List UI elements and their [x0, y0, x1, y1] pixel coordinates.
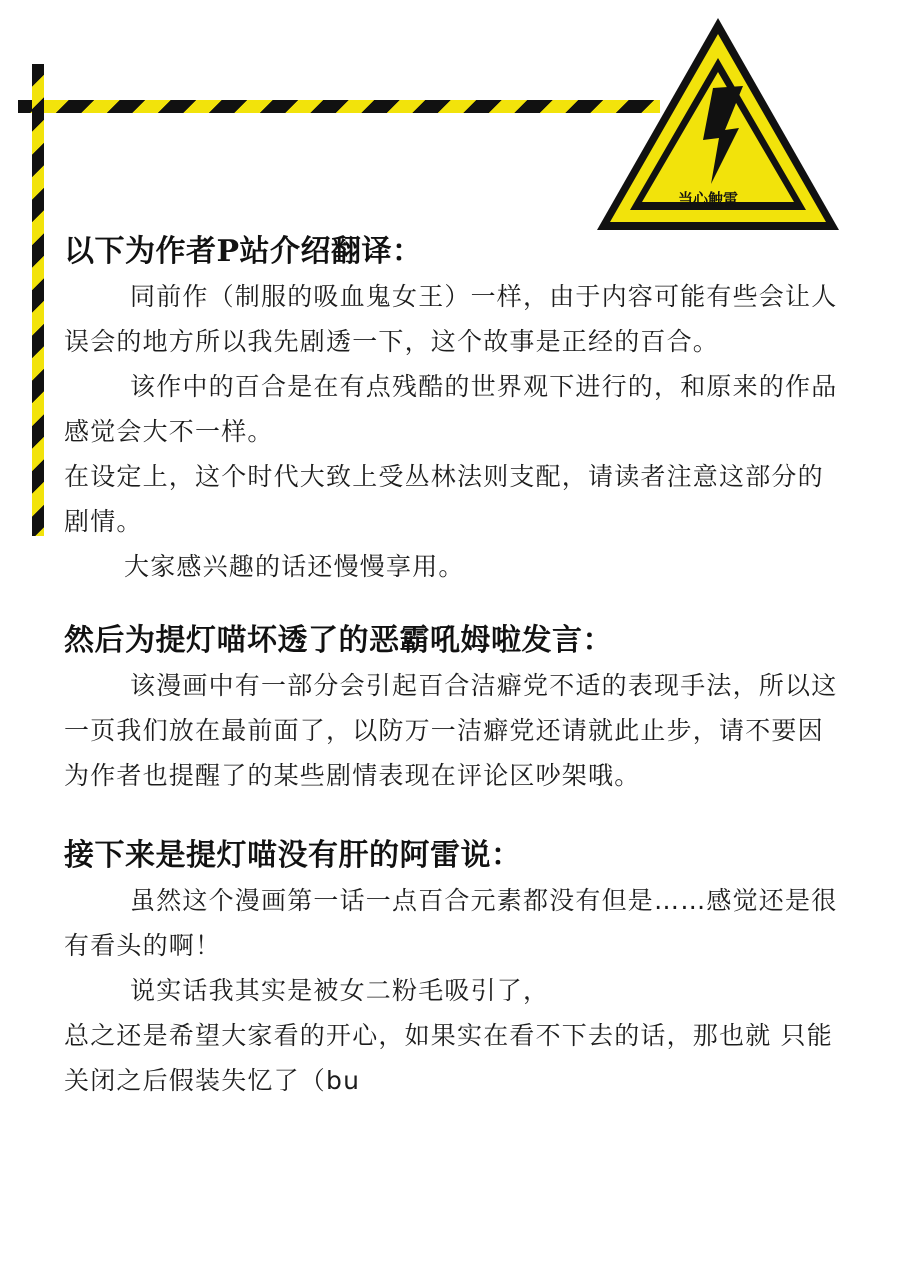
- hazard-stripe-left: [32, 64, 44, 536]
- section-heading: 然后为提灯喵坏透了的恶霸吼姆啦发言：: [64, 623, 613, 658]
- paragraph: 该作中的百合是在有点残酷的世界观下进行的，和原来的作品感觉会大不一样。: [64, 372, 838, 446]
- paragraph: 同前作（制服的吸血鬼女王）一样，由于内容可能有些会让人误会的地方所以我先剧透一下，这个故事是正经的百合。: [64, 282, 838, 356]
- paragraph: 说实话我其实是被女二粉毛吸引了，: [130, 976, 550, 1005]
- paragraph: 该漫画中有一部分会引起百合洁癖党不适的表现手法，所以这一页我们放在最前面了，以防万一洁癖党还请就此止步，请不要因为作者也提醒了的某些剧情表现在评论区吵架哦。: [64, 671, 838, 790]
- paragraph: 总之还是希望大家看的开心，如果实在看不下去的话，那也就 只能关闭之后假装失忆了（bu: [64, 1021, 833, 1095]
- section-translator-note: [64, 834, 844, 1103]
- paragraph: 大家感兴趣的话还慢慢享用。: [124, 552, 465, 581]
- paragraph: 在设定上，这个时代大致上受丛林法则支配，请读者注意这部分的剧情。: [64, 462, 824, 536]
- section-heading: 接下来是提灯喵没有肝的阿雷说：: [64, 838, 522, 873]
- article-body: [64, 230, 844, 1103]
- hazard-stripe-top: [18, 100, 660, 113]
- section-editor-note: [64, 619, 844, 798]
- paragraph: 虽然这个漫画第一话一点百合元素都没有但是……感觉还是很有看头的啊！: [64, 886, 838, 960]
- section-heading: 以下为作者P站介绍翻译：: [64, 234, 423, 269]
- electric-hazard-warning-icon: [593, 14, 843, 234]
- sign-label: 当心触雷: [677, 190, 739, 208]
- section-translation: [64, 230, 844, 589]
